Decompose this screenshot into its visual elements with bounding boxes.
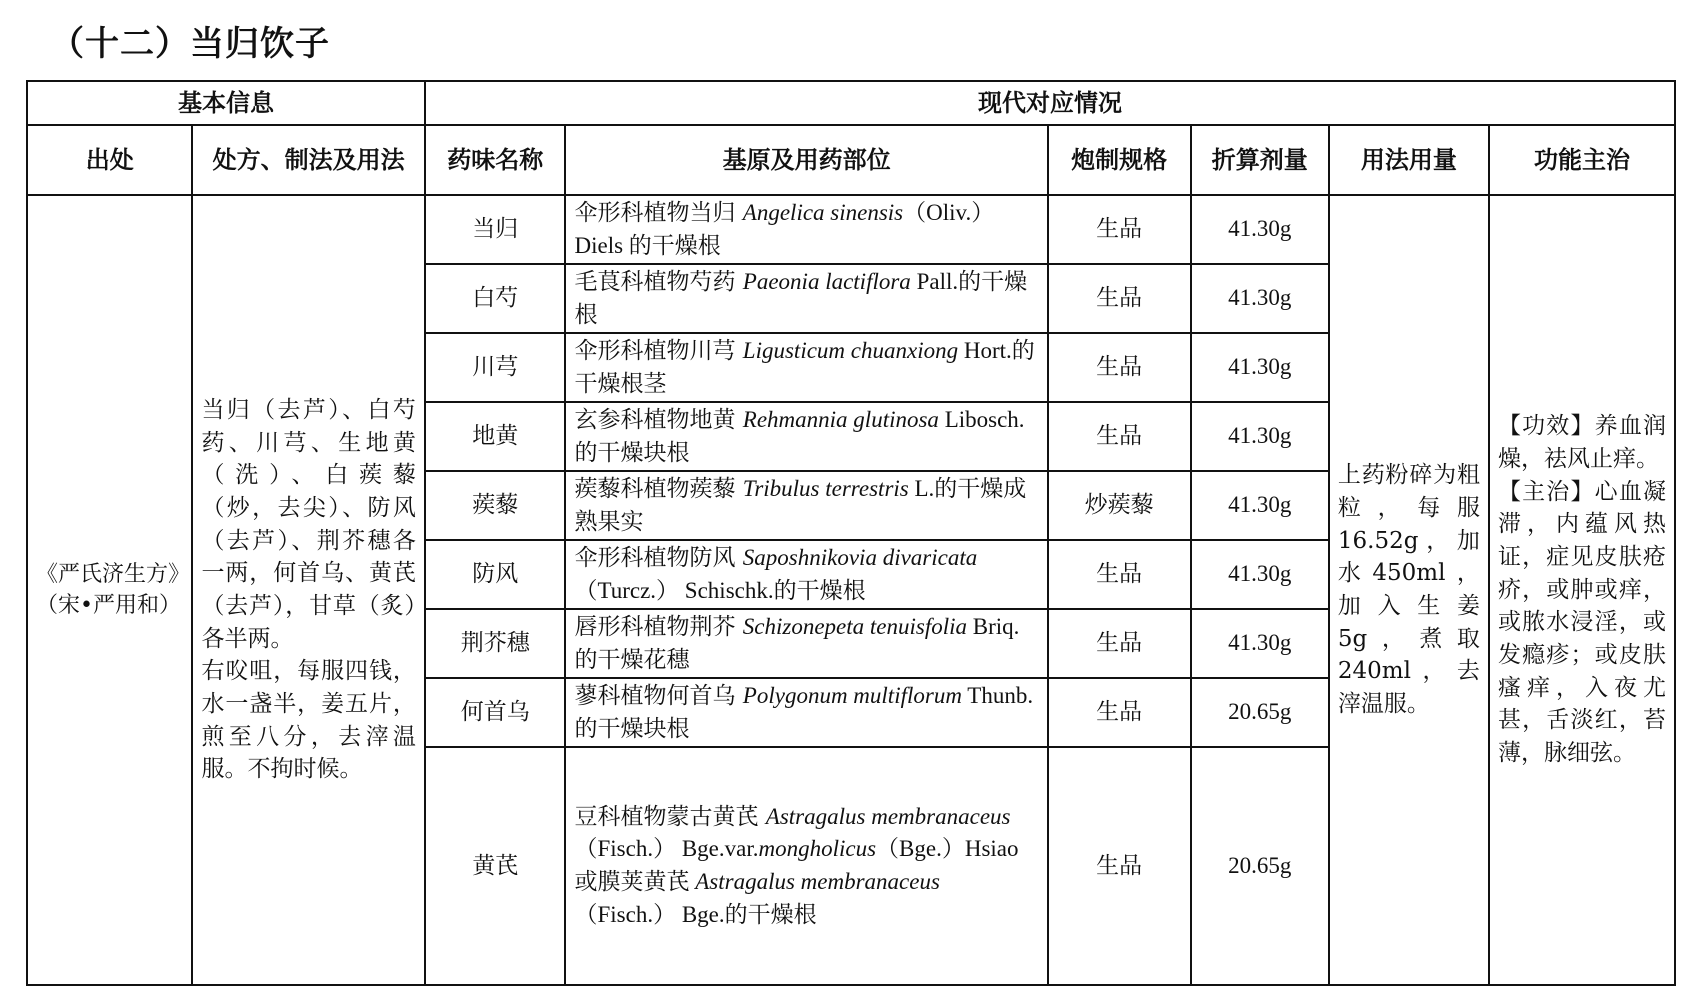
origin-text: Hort.的干燥根茎	[574, 337, 1035, 396]
herb-processing: 生品	[1048, 540, 1191, 609]
latin-name: mongholicus	[758, 836, 877, 862]
header-modern-correspondence: 现代对应情况	[425, 81, 1675, 125]
latin-name: Rehmannia glutinosa	[742, 406, 939, 432]
latin-name: Ligusticum chuanxiong	[742, 337, 959, 363]
herb-processing: 生品	[1048, 609, 1191, 678]
origin-text: 蓼科植物何首乌	[574, 682, 743, 709]
herb-origin	[565, 264, 1047, 333]
latin-name: Polygonum multiflorum	[742, 682, 962, 708]
herb-name: 川芎	[425, 333, 566, 402]
latin-name: Saposhnikovia divaricata	[742, 544, 978, 570]
function-effect: 【功效】养血润燥，祛风止痒。	[1497, 413, 1666, 473]
prescription-cell	[192, 195, 424, 985]
origin-text: Thunb.的干燥块根	[574, 682, 1034, 741]
header-prescription: 处方、制法及用法	[192, 125, 424, 195]
herb-processing: 炒蒺藜	[1048, 471, 1191, 540]
herb-dose: 41.30g	[1191, 402, 1329, 471]
latin-name: Schizonepeta tenuisfolia	[742, 613, 968, 639]
herb-origin	[565, 540, 1047, 609]
origin-text: Briq.的干燥花穗	[574, 613, 1020, 672]
herb-name: 蒺藜	[425, 471, 566, 540]
herb-origin	[565, 195, 1047, 264]
herb-processing: 生品	[1048, 264, 1191, 333]
origin-text: 伞形科植物防风	[574, 544, 743, 571]
origin-text: 伞形科植物当归	[574, 199, 743, 226]
header-row-groups	[27, 81, 1675, 125]
origin-text: 毛茛科植物芍药	[574, 268, 743, 295]
herb-dose: 41.30g	[1191, 609, 1329, 678]
latin-name: Astragalus membranaceus	[765, 803, 1011, 829]
herb-dose: 41.30g	[1191, 333, 1329, 402]
header-row-columns	[27, 125, 1675, 195]
usage-cell: 上药粉碎为粗粒，每服16.52g，加水450ml，加入生姜 5g，煮取 240ml，去滓温服。	[1329, 195, 1489, 985]
herb-name: 白芍	[425, 264, 566, 333]
herb-origin	[565, 678, 1047, 747]
herb-dose: 20.65g	[1191, 678, 1329, 747]
herb-origin	[565, 747, 1047, 985]
herb-dose: 20.65g	[1191, 747, 1329, 985]
herb-processing: 生品	[1048, 747, 1191, 985]
herb-dose: 41.30g	[1191, 471, 1329, 540]
source-cell: 《严氏济生方》（宋•严用和）	[27, 195, 192, 985]
herb-name: 当归	[425, 195, 566, 264]
latin-name: Tribulus terrestris	[742, 475, 909, 501]
header-herb-name: 药味名称	[425, 125, 566, 195]
header-origin-part: 基原及用药部位	[565, 125, 1047, 195]
herb-name: 荆芥穗	[425, 609, 566, 678]
header-usage: 用法用量	[1329, 125, 1489, 195]
herb-name: 黄芪	[425, 747, 566, 985]
origin-text: （Fisch.） Bge.var.	[574, 836, 759, 862]
prescription-method: 右㕮咀，每服四钱，水一盏半，姜五片，煎至八分，去滓温服。不拘时候。	[201, 658, 416, 783]
herb-name: 地黄	[425, 402, 566, 471]
herb-dose: 41.30g	[1191, 540, 1329, 609]
herb-dose: 41.30g	[1191, 264, 1329, 333]
herb-name: 何首乌	[425, 678, 566, 747]
herb-processing: 生品	[1048, 678, 1191, 747]
origin-text: （Oliv.） Diels 的干燥根	[574, 199, 995, 258]
function-cell	[1489, 195, 1675, 985]
header-basic-info: 基本信息	[27, 81, 425, 125]
origin-text: Pall.的干燥根	[574, 268, 1028, 327]
latin-name: Angelica sinensis	[742, 199, 904, 225]
origin-text: 蒺藜科植物蒺藜	[574, 475, 743, 502]
prescription-ingredients: 当归（去芦）、白芍药、川芎、生地黄（洗）、白蒺藜（炒，去尖）、防风（去芦）、荆芥穗各一两，何首乌、黄芪（去芦），甘草（炙）各半两。	[201, 397, 416, 652]
origin-text: 唇形科植物荆芥	[574, 613, 743, 640]
origin-text: （Fisch.） Bge.的干燥根	[574, 901, 817, 927]
herb-dose: 41.30g	[1191, 195, 1329, 264]
herb-processing: 生品	[1048, 402, 1191, 471]
herb-origin	[565, 471, 1047, 540]
origin-text: 伞形科植物川芎	[574, 337, 743, 364]
latin-name: Astragalus membranaceus	[695, 869, 940, 894]
formula-table	[26, 80, 1676, 986]
origin-text: 玄参科植物地黄	[574, 406, 743, 433]
origin-text: L.的干燥成熟果实	[574, 475, 1027, 534]
origin-text: 豆科植物蒙古黄芪	[574, 803, 766, 830]
herb-origin	[565, 333, 1047, 402]
page-title: （十二）当归饮子	[50, 24, 330, 64]
origin-text: （Bge.）Hsiao 或膜荚黄芪	[574, 836, 1019, 894]
header-dose: 折算剂量	[1191, 125, 1329, 195]
origin-text: （Turcz.） Schischk.的干燥根	[574, 577, 866, 603]
origin-text: Libosch.的干燥块根	[574, 406, 1025, 465]
latin-name: Paeonia lactiflora	[742, 268, 911, 294]
header-processing: 炮制规格	[1048, 125, 1191, 195]
herb-origin	[565, 402, 1047, 471]
function-indication: 【主治】心血凝滞，内蕴风热证，症见皮肤疮疥，或肿或痒，或脓水浸淫，或发瘾疹；或皮肤瘙痒，入夜尤甚，舌淡红，苔薄，脉细弦。	[1497, 478, 1666, 766]
header-function: 功能主治	[1489, 125, 1675, 195]
header-source: 出处	[27, 125, 192, 195]
table-row	[27, 195, 1675, 264]
herb-processing: 生品	[1048, 195, 1191, 264]
herb-name: 防风	[425, 540, 566, 609]
herb-processing: 生品	[1048, 333, 1191, 402]
herb-origin	[565, 609, 1047, 678]
